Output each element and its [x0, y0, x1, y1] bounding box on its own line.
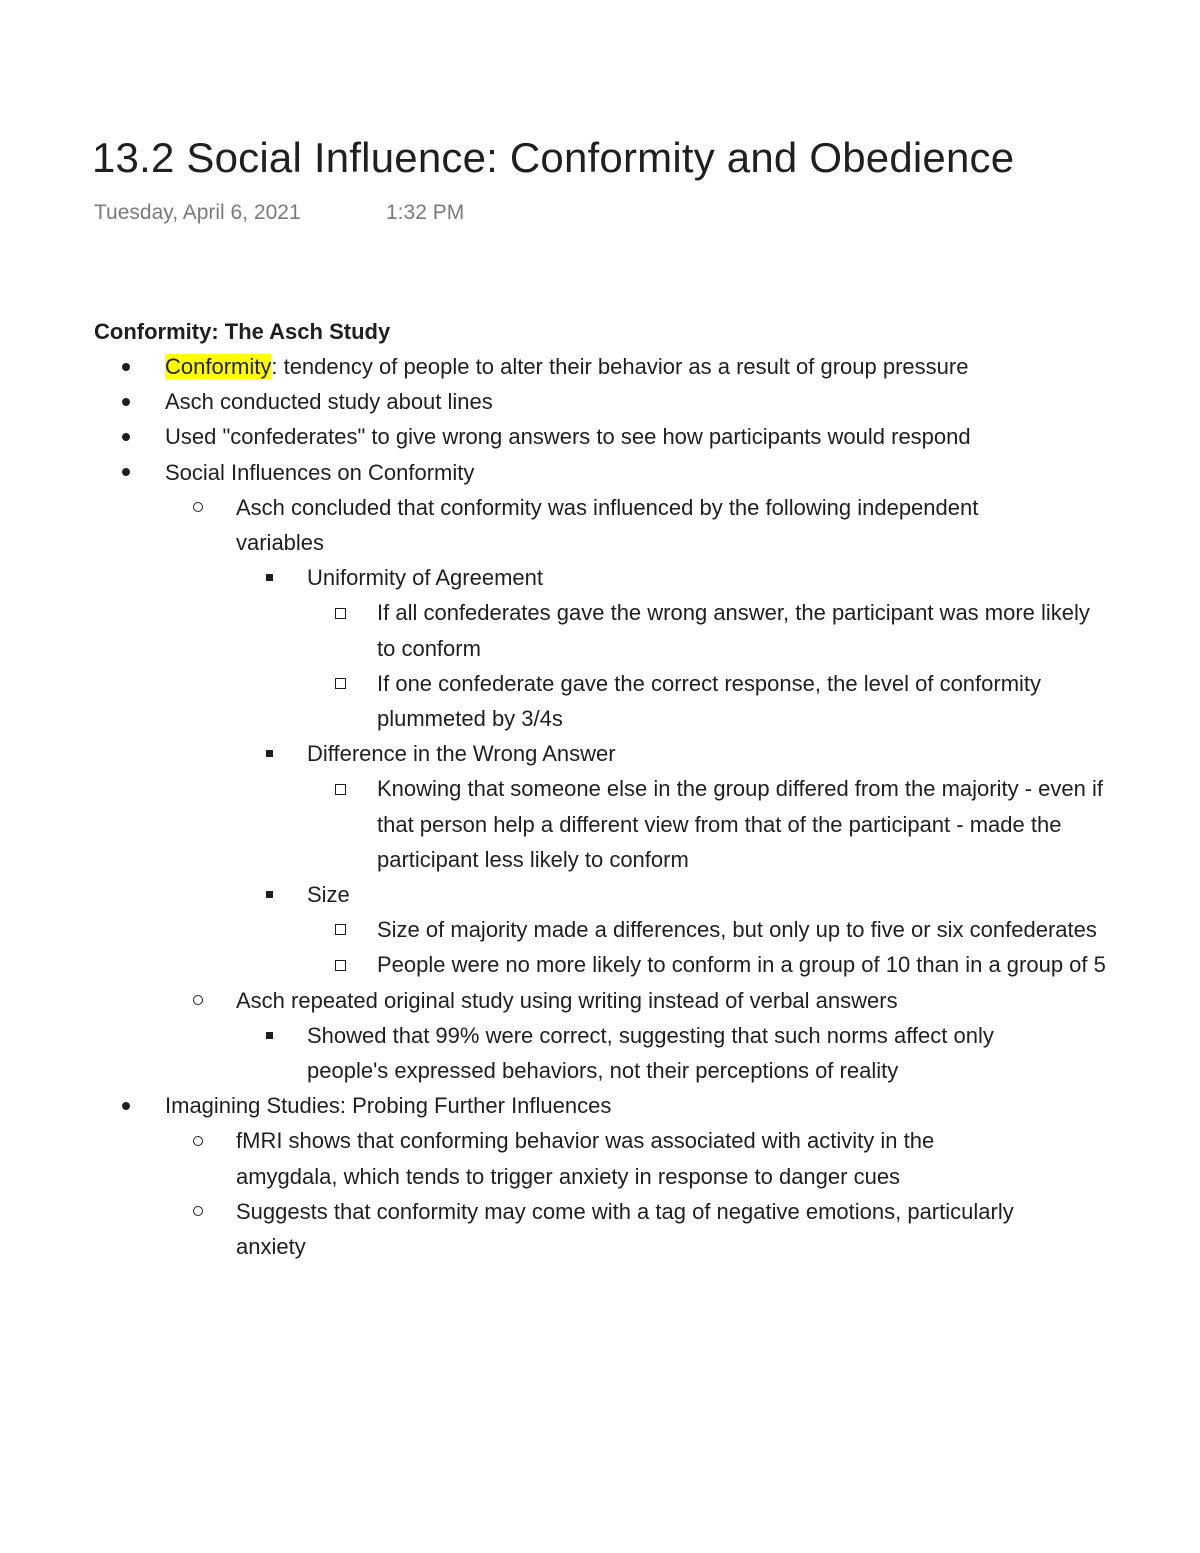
bullet-circle-icon [188, 1123, 208, 1158]
list-item-text: Size of majority made a differences, but only up to five or six confederates [377, 917, 1097, 943]
list-item [0, 419, 1040, 454]
bullet-dot-icon [116, 384, 136, 419]
list-item-text: Used "confederates" to give wrong answers to see how participants would respond [165, 424, 971, 450]
list-item-text: Showed that 99% were correct, suggesting that such norms affect only people's expressed behaviors, not their perceptions of reality [307, 1022, 994, 1084]
list-item-text: If one confederate gave the correct response, the level of conformity plummeted by 3/4s [377, 670, 1042, 732]
bullet-circle-icon [188, 490, 208, 525]
bullet-hollow-square-icon [330, 666, 350, 701]
highlighted-term: Conformity [165, 354, 272, 379]
page-time: 1:32 PM [386, 201, 465, 224]
term-definition: : tendency of people to alter their behavior as a result of group pressure [271, 354, 969, 379]
bullet-circle-icon [188, 983, 208, 1018]
page-title: 13.2 Social Influence: Conformity and Obedience [92, 134, 1015, 181]
list-item [0, 490, 1016, 560]
list-item [0, 771, 1112, 877]
list-item [0, 983, 1016, 1018]
bullet-square-icon [259, 736, 279, 771]
list-item [0, 947, 1112, 982]
bullet-square-icon [259, 1018, 279, 1053]
list-item [0, 666, 1112, 736]
list-item [0, 877, 1047, 912]
list-item-text: Knowing that someone else in the group differed from the majority - even if that person help a different view from that of the participant - made the participant less likely to conform [377, 776, 1103, 872]
list-item-text: People were no more likely to conform in a group of 10 than in a group of 5 [377, 952, 1106, 978]
bullet-dot-icon [116, 349, 136, 384]
list-item-text: Suggests that conformity may come with a tag of negative emotions, particularly anxiety [236, 1198, 1014, 1260]
bullet-hollow-square-icon [330, 595, 350, 630]
list-item-text: Asch conducted study about lines [165, 389, 493, 415]
list-item-text: Asch repeated original study using writing instead of verbal answers [236, 987, 898, 1013]
bullet-circle-icon [188, 1194, 208, 1229]
list-item [0, 384, 1040, 419]
bullet-dot-icon [116, 1088, 136, 1123]
list-item [0, 1123, 1016, 1193]
list-item [0, 595, 1112, 665]
list-item [0, 1194, 1016, 1264]
bullet-dot-icon [116, 419, 136, 454]
page-date: Tuesday, April 6, 2021 [94, 201, 301, 224]
section-heading: Conformity: The Asch Study [94, 319, 391, 344]
list-item-text: Asch concluded that conformity was influenced by the following independent variables [236, 494, 979, 556]
list-item-text: Uniformity of Agreement [307, 565, 543, 591]
list-item-text: If all confederates gave the wrong answer, the participant was more likely to conform [377, 600, 1090, 661]
notes-list [0, 349, 1200, 1264]
bullet-hollow-square-icon [330, 947, 350, 982]
bullet-dot-icon [116, 455, 136, 490]
list-item [0, 1018, 1047, 1088]
list-item [0, 560, 1047, 595]
list-item-text: Size [307, 882, 350, 908]
list-item-text: Imagining Studies: Probing Further Influences [165, 1093, 612, 1119]
bullet-square-icon [259, 877, 279, 912]
list-item [0, 736, 1047, 771]
list-item-text: fMRI shows that conforming behavior was associated with activity in the amygdala, which tends to trigger anxiety in response to danger cues [236, 1128, 935, 1189]
list-item [0, 455, 1040, 490]
list-item [0, 1088, 1040, 1123]
list-item [0, 912, 1112, 947]
bullet-hollow-square-icon [330, 771, 350, 806]
list-item-text: Social Influences on Conformity [165, 459, 475, 485]
bullet-square-icon [259, 560, 279, 595]
list-item [0, 349, 1040, 384]
bullet-hollow-square-icon [330, 912, 350, 947]
list-item-text: Difference in the Wrong Answer [307, 741, 616, 767]
